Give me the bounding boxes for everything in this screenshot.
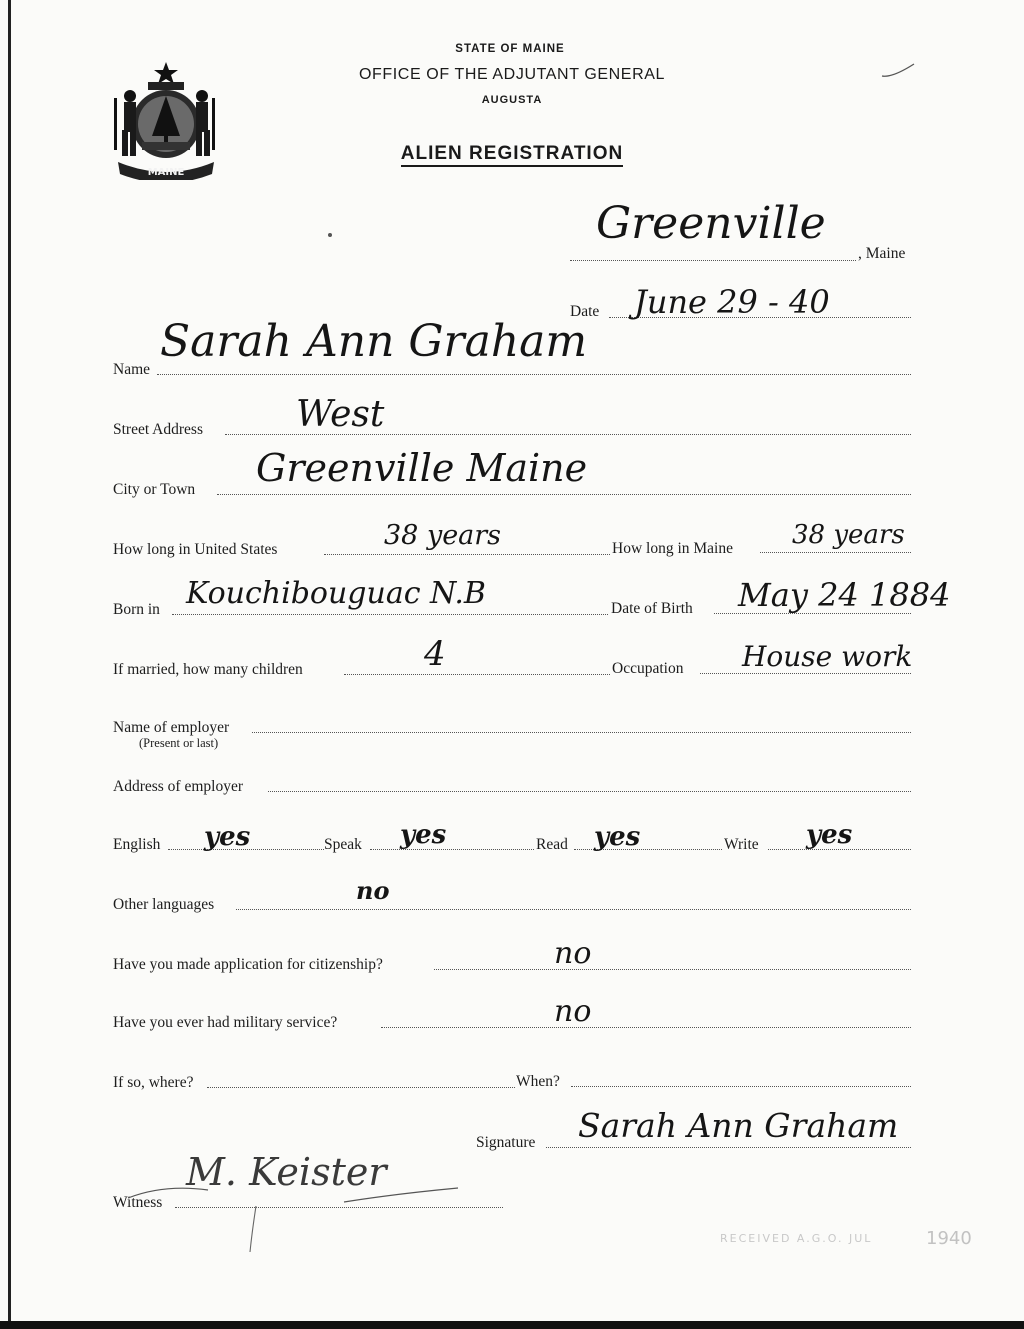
how-long-us-value: 38 years [384, 520, 502, 551]
occupation-line [700, 673, 911, 674]
witness-label: Witness [113, 1194, 163, 1211]
how-long-maine-label: How long in Maine [612, 540, 733, 557]
form-title: ALIEN REGISTRATION [0, 143, 1024, 165]
city-line [217, 494, 911, 495]
ink-speck [328, 233, 332, 237]
header-state: STATE OF MAINE [455, 43, 565, 55]
employer-address-line [268, 791, 911, 792]
dob-label: Date of Birth [611, 600, 693, 617]
english-label: English [113, 836, 161, 853]
when-line [571, 1086, 911, 1087]
street-value: West [296, 394, 385, 435]
signature-line [546, 1147, 911, 1148]
employer-label: Name of employer (Present or last) [113, 719, 230, 750]
date-value: June 29 - 40 [634, 283, 830, 321]
citizenship-label: Have you made application for citizenship? [113, 956, 383, 973]
read-value: yes [594, 822, 641, 852]
city-label: City or Town [113, 481, 196, 498]
military-label: Have you ever had military service? [113, 1014, 338, 1031]
occupation-value: House work [742, 640, 913, 673]
employer-line [252, 732, 911, 733]
speak-label: Speak [324, 836, 362, 853]
occupation-label: Occupation [612, 660, 684, 677]
read-label: Read [536, 836, 568, 853]
maine-label: , Maine [858, 245, 906, 262]
born-in-label: Born in [113, 601, 160, 618]
street-label: Street Address [113, 421, 203, 438]
born-in-value: Kouchibouguac N.B [186, 576, 486, 611]
witness-flourish-icon [124, 1140, 484, 1260]
dob-value: May 24 1884 [738, 576, 951, 614]
city-value: Greenville Maine [256, 446, 588, 490]
citizenship-value: no [554, 936, 592, 971]
how-long-maine-value: 38 years [792, 520, 905, 550]
header-city: AUGUSTA [481, 94, 543, 106]
write-label: Write [724, 836, 759, 853]
where-label: If so, where? [113, 1074, 194, 1091]
children-value: 4 [424, 634, 446, 674]
town-line [570, 260, 856, 261]
other-languages-line [236, 909, 911, 910]
name-label: Name [113, 361, 151, 378]
name-line [157, 374, 911, 375]
employer-note: (Present or last) [139, 736, 219, 750]
town-value: Greenville [596, 198, 826, 249]
date-label: Date [570, 303, 600, 320]
children-label: If married, how many children [113, 661, 303, 678]
received-stamp: RECEIVED A.G.O. JUL [720, 1232, 873, 1245]
when-label: When? [516, 1073, 560, 1090]
signature-value: Sarah Ann Graham [578, 1106, 899, 1145]
born-in-line [172, 614, 608, 615]
svg-text:MAINE: MAINE [147, 167, 185, 178]
how-long-maine-line [760, 552, 911, 553]
where-line [207, 1087, 515, 1088]
witness-signature: M. Keister [186, 1150, 387, 1194]
citizenship-line [434, 969, 911, 970]
header-office: OFFICE OF THE ADJUTANT GENERAL [358, 66, 666, 83]
scan-border-left [8, 0, 11, 1329]
english-value: yes [204, 822, 251, 852]
employer-address-label: Address of employer [113, 778, 243, 795]
speak-value: yes [400, 820, 447, 850]
other-languages-label: Other languages [113, 896, 215, 913]
military-value: no [554, 994, 592, 1029]
children-line [344, 674, 610, 675]
signature-label: Signature [476, 1134, 536, 1151]
speak-line [370, 849, 534, 850]
how-long-us-line [324, 554, 610, 555]
name-value: Sarah Ann Graham [160, 316, 588, 367]
military-line [381, 1027, 911, 1028]
check-mark-icon [878, 60, 918, 84]
how-long-us-label: How long in United States [113, 541, 278, 558]
write-value: yes [806, 820, 853, 850]
scan-border-bottom [0, 1321, 1024, 1329]
other-languages-value: no [356, 876, 390, 905]
received-stamp-year: 1940 [926, 1228, 972, 1249]
